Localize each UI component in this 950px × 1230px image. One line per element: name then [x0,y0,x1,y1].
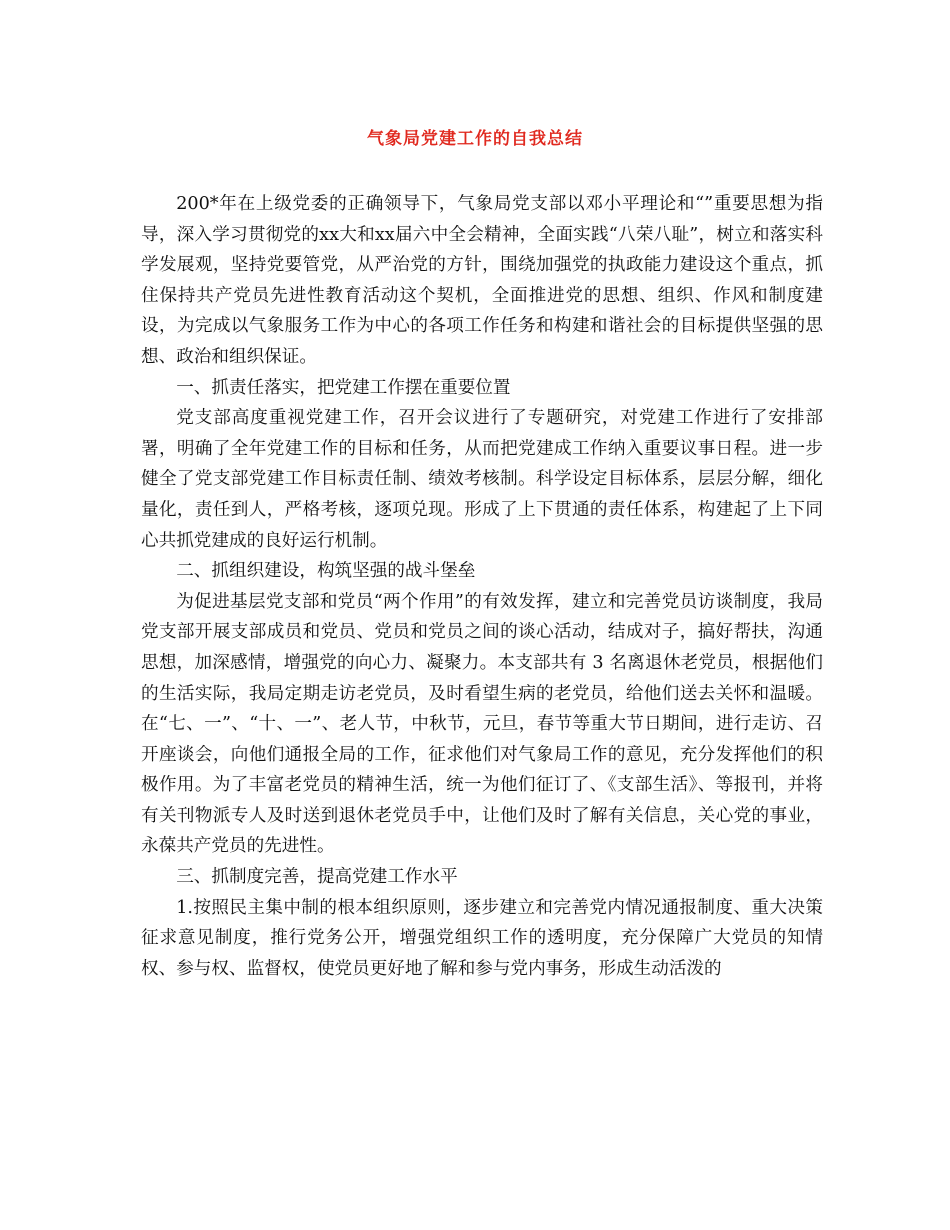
document-title: 气象局党建工作的自我总结 [367,129,583,149]
section-heading-3: 三、抓制度完善，提高党建工作水平 [176,867,458,888]
document-body [141,189,823,984]
paragraph-section-1: 党支部高度重视党建工作，召开会议进行了专题研究，对党建工作进行了安排部署，明确了全年党建工作的目标和任务，从而把党建成工作纳入重要议事日程。进一步健全了党支部党建工作目标责任制、绩效考核制。科学设定目标体系，层层分解，细化量化，责任到人，严格考核，逐项兑现。形成了上下贯通的责任体系，构建起了上下同心共抓党建成的良好运行机制。 [141,408,823,551]
paragraph-intro: 200*年在上级党委的正确领导下，气象局党支部以邓小平理论和“”重要思想为指导，深入学习贯彻党的xx大和xx届六中全会精神，全面实践“八荣八耻”，树立和落实科学发展观，坚持党要管党，从严治党的方针，围绕加强党的执政能力建设这个重点，抓住保持共产党员先进性教育活动这个契机，全面推进党的思想、组织、作风和制度建设，为完成以气象服务工作为中心的各项工作任务和构建和谐社会的目标提供坚强的思想、政治和组织保证。 [141,194,823,367]
paragraph-section-3-item-1: 1.按照民主集中制的根本组织原则，逐步建立和完善党内情况通报制度、重大决策征求意见制度，推行党务公开，增强党组织工作的透明度，充分保障广大党员的知情权、参与权、监督权，使党员更好地了解和参与党内事务，形成生动活泼的 [141,897,823,979]
section-heading-1: 一、抓责任落实，把党建工作摆在重要位置 [176,377,511,398]
section-heading-2: 二、抓组织建设，构筑坚强的战斗堡垒 [176,561,476,582]
paragraph-section-2: 为促进基层党支部和党员“两个作用”的有效发挥，建立和完善党员访谈制度，我局党支部开展支部成员和党员、党员和党员之间的谈心活动，结成对子，搞好帮扶，沟通思想，加深感情，增强党的向心力、凝聚力。本支部共有 3 名离退休老党员，根据他们的生活实际，我局定期走访老党员，及时看望生病的老党员，给他们送去关怀和温暖。在“七、一”、“十、一”、老人节，中秋节，元旦，春节等重大节日期间，进行走访、召开座谈会，向他们通报全局的工作，征求他们对气象局工作的意见，充分发挥他们的积极作用。为了丰富老党员的精神生活，统一为他们征订了、《支部生活》、等报刊，并将有关刊物派专人及时送到退休老党员手中，让他们及时了解有关信息，关心党的事业，永葆共产党员的先进性。 [141,591,823,857]
